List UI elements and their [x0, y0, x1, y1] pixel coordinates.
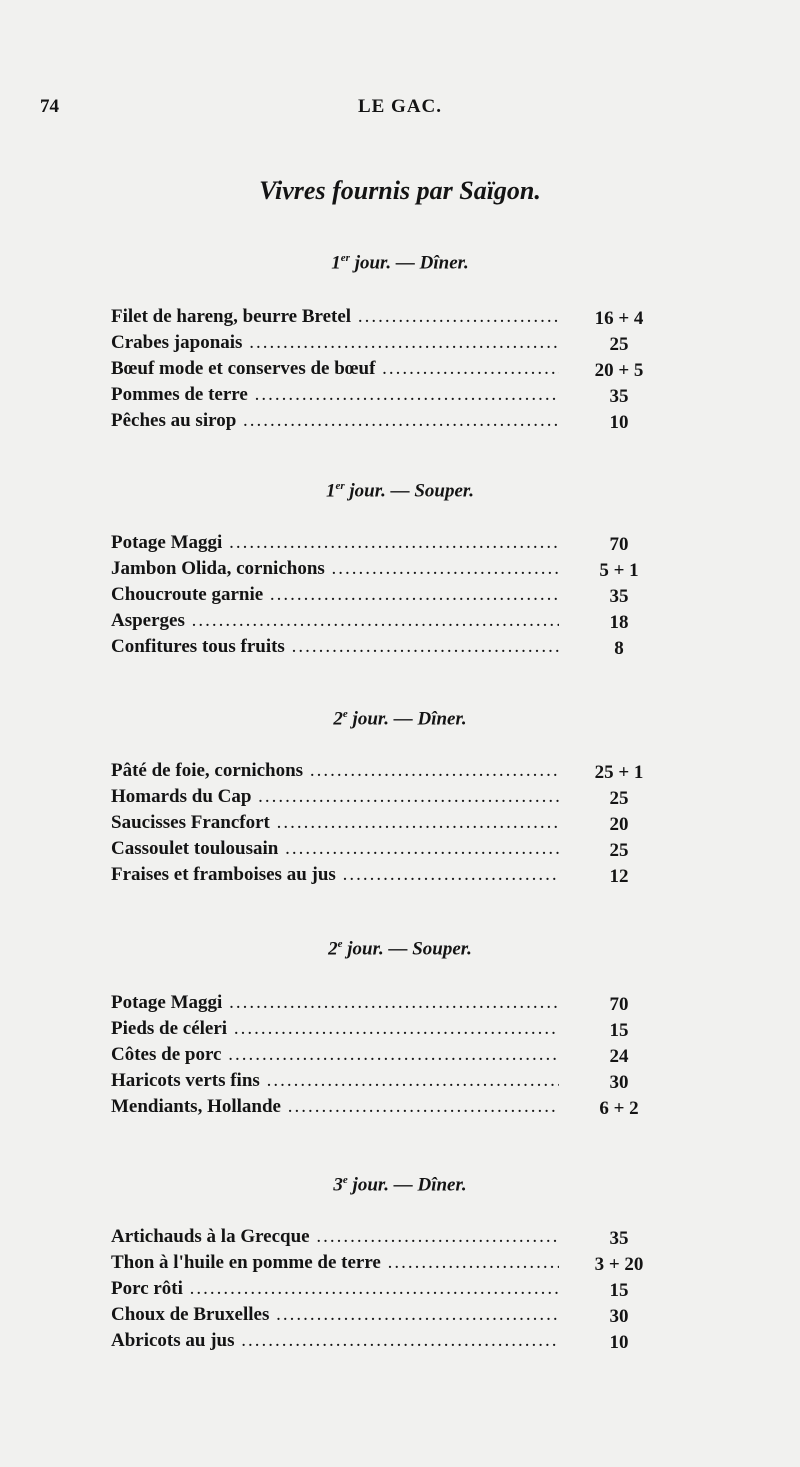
- menu-item: [111, 864, 671, 890]
- item-name: Artichauds à la Grecque .....: [111, 1226, 559, 1248]
- menu-item: [111, 532, 671, 558]
- item-name: Potage Maggi .....: [111, 992, 559, 1014]
- item-quantity: 35: [609, 386, 629, 407]
- item-name: Thon à l'huile en pomme de terre .....: [111, 1252, 559, 1274]
- menu-item: [111, 1330, 671, 1356]
- menu-item: [111, 812, 671, 838]
- menu-item: [111, 1304, 671, 1330]
- menu-item: [111, 1096, 671, 1122]
- item-quantity: 15: [609, 1280, 629, 1301]
- menu-item: [111, 786, 671, 812]
- item-quantity: 25: [609, 840, 629, 861]
- item-quantity: 15: [609, 1020, 629, 1041]
- menu-item: [111, 610, 671, 636]
- item-quantity: 6 + 2: [599, 1098, 639, 1119]
- item-quantity: 25: [609, 788, 629, 809]
- item-name: Pommes de terre .....: [111, 384, 559, 406]
- item-name: Pêches au sirop .....: [111, 410, 559, 432]
- item-name: Confitures tous fruits .....: [111, 636, 559, 658]
- item-name: Bœuf mode et conserves de bœuf .....: [111, 358, 559, 380]
- menu-item: [111, 1018, 671, 1044]
- item-quantity: 12: [609, 866, 629, 887]
- item-quantity: 70: [609, 994, 629, 1015]
- item-quantity: 24: [609, 1046, 629, 1067]
- section-heading: 1er jour. — Souper.: [325, 480, 475, 502]
- page-number: 74: [40, 96, 59, 117]
- item-quantity: 30: [609, 1306, 629, 1327]
- menu-item: [111, 838, 671, 864]
- page-title: Vivres fournis par Saïgon.: [259, 176, 541, 205]
- item-quantity: 25: [609, 334, 629, 355]
- menu-item: [111, 1252, 671, 1278]
- menu-item: [111, 410, 671, 436]
- section-heading: 2e jour. — Souper.: [328, 938, 472, 960]
- item-quantity: 20 + 5: [594, 360, 644, 381]
- item-name: Mendiants, Hollande .....: [111, 1096, 559, 1118]
- menu-item: [111, 306, 671, 332]
- item-quantity: 35: [609, 1228, 629, 1249]
- item-quantity: 35: [609, 586, 629, 607]
- item-quantity: 70: [609, 534, 629, 555]
- item-name: Homards du Cap .....: [111, 786, 559, 808]
- menu-item: [111, 992, 671, 1018]
- item-quantity: 10: [609, 412, 629, 433]
- item-name: Abricots au jus .....: [111, 1330, 559, 1352]
- item-name: Pâté de foie, cornichons .....: [111, 760, 559, 782]
- item-name: Haricots verts fins .....: [111, 1070, 559, 1092]
- item-name: Potage Maggi .....: [111, 532, 559, 554]
- item-quantity: 3 + 20: [594, 1254, 644, 1275]
- menu-item: [111, 636, 671, 662]
- item-name: Jambon Olida, cornichons .....: [111, 558, 559, 580]
- item-name: Choux de Bruxelles .....: [111, 1304, 559, 1326]
- item-name: Filet de hareng, beurre Bretel .....: [111, 306, 559, 328]
- item-name: Crabes japonais .....: [111, 332, 559, 354]
- menu-item: [111, 558, 671, 584]
- item-quantity: 30: [609, 1072, 629, 1093]
- item-name: Porc rôti .....: [111, 1278, 559, 1300]
- menu-item: [111, 1044, 671, 1070]
- section-heading: 3e jour. — Dîner.: [333, 1174, 467, 1196]
- item-quantity: 18: [609, 612, 629, 633]
- item-quantity: 5 + 1: [599, 560, 639, 581]
- menu-item: [111, 358, 671, 384]
- running-title: LE GAC.: [357, 96, 443, 117]
- item-name: Cassoulet toulousain .....: [111, 838, 559, 860]
- item-name: Pieds de céleri .....: [111, 1018, 559, 1040]
- menu-item: [111, 1278, 671, 1304]
- item-quantity: 10: [609, 1332, 629, 1353]
- item-name: Côtes de porc .....: [111, 1044, 559, 1066]
- item-name: Saucisses Francfort .....: [111, 812, 559, 834]
- item-quantity: 20: [609, 814, 629, 835]
- item-name: Asperges .....: [111, 610, 559, 632]
- section-heading: 1er jour. — Dîner.: [331, 252, 469, 274]
- item-quantity: 25 + 1: [594, 762, 644, 783]
- item-quantity: 8: [614, 638, 624, 659]
- menu-item: [111, 760, 671, 786]
- item-quantity: 16 + 4: [594, 308, 644, 329]
- item-name: Fraises et framboises au jus .....: [111, 864, 559, 886]
- menu-item: [111, 1070, 671, 1096]
- item-name: Choucroute garnie .....: [111, 584, 559, 606]
- menu-item: [111, 384, 671, 410]
- menu-item: [111, 584, 671, 610]
- section-heading: 2e jour. — Dîner.: [333, 708, 467, 730]
- menu-item: [111, 1226, 671, 1252]
- menu-item: [111, 332, 671, 358]
